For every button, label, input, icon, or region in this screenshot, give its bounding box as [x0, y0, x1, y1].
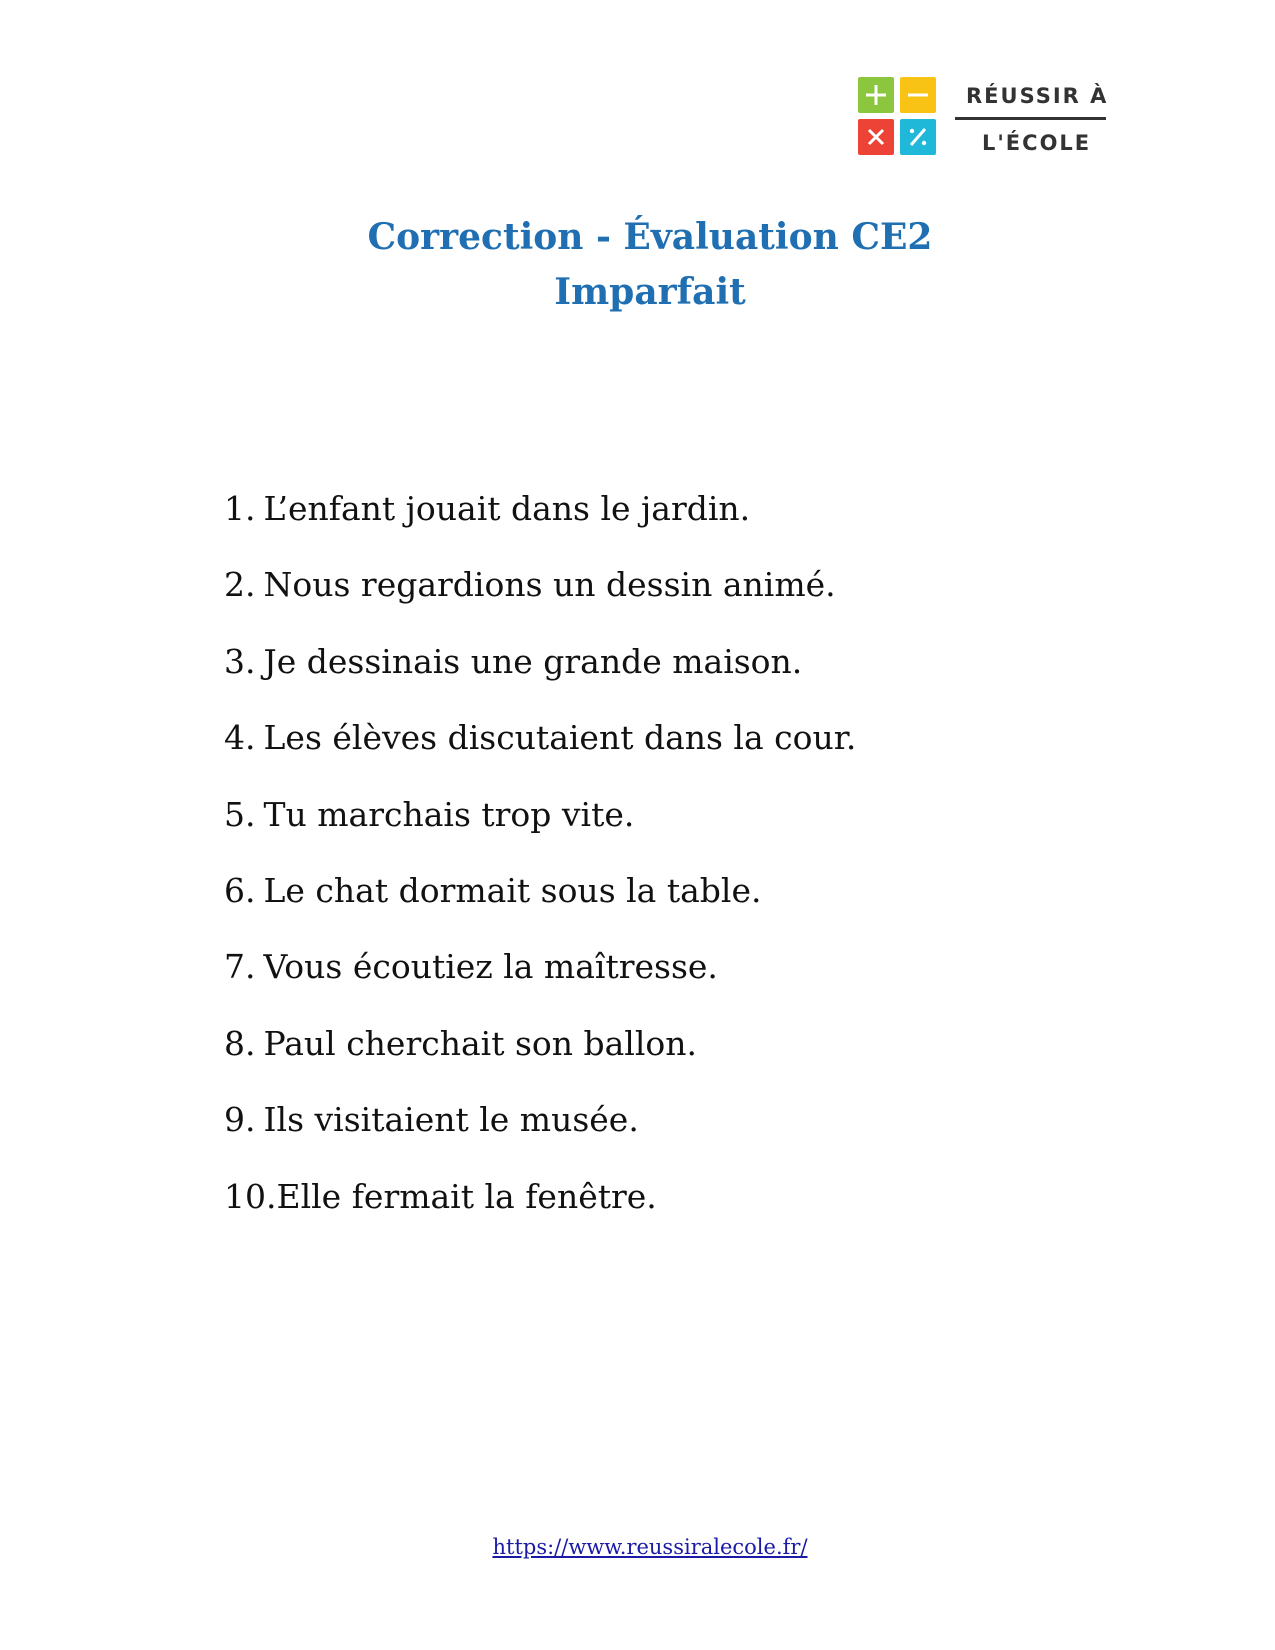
logo-text-line1: RÉUSSIR À: [966, 84, 1109, 108]
list-item: [224, 1096, 856, 1172]
item-text: Paul cherchait son ballon.: [263, 1023, 698, 1063]
item-text: L’enfant jouait dans le jardin.: [263, 489, 751, 528]
item-text: Les élèves discutaient dans la cour.: [263, 718, 857, 758]
item-number: 4.: [224, 718, 256, 758]
item-text: Elle fermait la fenêtre.: [276, 1176, 657, 1216]
logo-divider: [955, 117, 1106, 120]
list-item: [224, 638, 856, 714]
list-item: [224, 1173, 856, 1249]
site-logo: [858, 77, 1109, 159]
page-title: [0, 210, 1275, 320]
footer: [0, 1535, 1275, 1559]
item-text: Nous regardions un dessin animé.: [263, 565, 836, 605]
list-item: [224, 1020, 856, 1096]
answer-list: [224, 485, 856, 1249]
times-icon: [858, 119, 894, 155]
item-number: 3.: [224, 641, 256, 681]
list-item: [224, 867, 856, 943]
title-line-1: Correction - Évaluation CE2: [367, 216, 933, 258]
item-text: Ils visitaient le musée.: [263, 1100, 639, 1140]
title-line-2: Imparfait: [554, 271, 746, 313]
minus-icon: [900, 77, 936, 113]
item-text: Je dessinais une grande maison.: [263, 641, 803, 681]
item-text: Vous écoutiez la maîtresse.: [263, 947, 718, 987]
item-number: 2.: [224, 565, 256, 605]
item-number: 8.: [224, 1023, 256, 1063]
item-text: Le chat dormait sous la table.: [263, 870, 762, 910]
website-link[interactable]: https://www.reussiralecole.fr/: [492, 1535, 808, 1559]
list-item: [224, 791, 856, 867]
list-item: [224, 714, 856, 790]
item-number: 10.: [224, 1176, 277, 1216]
item-number: 7.: [224, 947, 256, 987]
list-item: [224, 485, 856, 561]
item-number: 5.: [224, 794, 256, 834]
logo-text-line2: L'ÉCOLE: [982, 131, 1092, 155]
divide-icon: [900, 119, 936, 155]
list-item: [224, 561, 856, 637]
plus-icon: [858, 77, 894, 113]
item-number: 9.: [224, 1100, 256, 1140]
item-number: 1.: [224, 489, 256, 528]
item-number: 6.: [224, 870, 256, 910]
item-text: Tu marchais trop vite.: [263, 794, 635, 834]
list-item: [224, 943, 856, 1019]
